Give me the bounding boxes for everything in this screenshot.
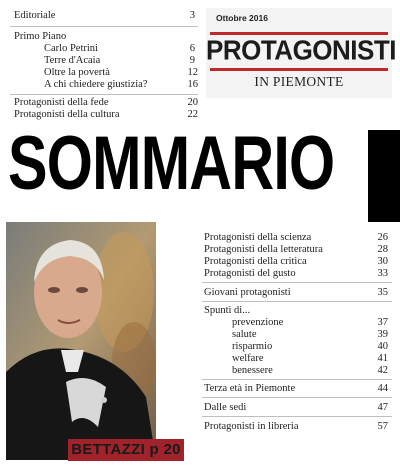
toc-entry-giovani-protagonisti: Giovani protagonisti <box>204 287 291 298</box>
toc-entry-chi-chiedere-giustizia: A chi chiedere giustizia? <box>44 79 148 90</box>
divider <box>202 282 392 283</box>
toc-page-benessere: 42 <box>377 365 388 376</box>
toc-page-dalle-sedi: 47 <box>377 402 388 413</box>
toc-page-protagonisti-scienza: 26 <box>377 232 388 243</box>
toc-page-editoriale: 3 <box>189 10 195 21</box>
toc-page-protagonisti-fede: 20 <box>187 97 198 108</box>
divider <box>10 94 198 95</box>
toc-page-carlo-petrini: 6 <box>189 43 195 54</box>
toc-entry-prevenzione: prevenzione <box>232 317 284 328</box>
issue-date: Ottobre 2016 <box>216 13 268 23</box>
toc-page-welfare: 41 <box>377 353 388 364</box>
toc-entry-terza-eta: Terza età in Piemonte <box>204 383 296 394</box>
toc-entry-benessere: benessere <box>232 365 273 376</box>
toc-page-protagonisti-libreria: 57 <box>377 421 388 432</box>
toc-entry-protagonisti-fede: Protagonisti della fede <box>14 97 109 108</box>
toc-entry-editoriale: Editoriale <box>14 10 56 21</box>
toc-page-giovani-protagonisti: 35 <box>377 287 388 298</box>
toc-page-protagonisti-critica: 30 <box>377 256 388 267</box>
magazine-subtitle: IN PIEMONTE <box>254 74 344 89</box>
toc-entry-protagonisti-gusto: Protagonisti del gusto <box>204 268 296 279</box>
toc-section-primo-piano: Primo Piano <box>14 31 67 42</box>
toc-entry-protagonisti-libreria: Protagonisti in libreria <box>204 421 299 432</box>
magazine-title: PROTAGONISTI <box>206 33 396 67</box>
logo-rule-bottom <box>210 68 388 71</box>
toc-page-protagonisti-gusto: 33 <box>377 268 388 279</box>
toc-entry-salute: salute <box>232 329 257 340</box>
divider <box>202 301 392 302</box>
toc-entry-protagonisti-letteratura: Protagonisti della letteratura <box>204 244 323 255</box>
toc-entry-risparmio: risparmio <box>232 341 273 352</box>
toc-page-terre-acaia: 9 <box>189 55 195 66</box>
toc-page-protagonisti-cultura: 22 <box>187 109 198 120</box>
toc-page-salute: 39 <box>377 329 388 340</box>
toc-page-chi-chiedere-giustizia: 16 <box>187 79 198 90</box>
toc-page-protagonisti-letteratura: 28 <box>377 244 388 255</box>
toc-page-oltre-poverta: 12 <box>187 67 198 78</box>
toc-entry-protagonisti-critica: Protagonisti della critica <box>204 256 307 267</box>
toc-entry-protagonisti-cultura: Protagonisti della cultura <box>14 109 120 120</box>
toc-entry-terre-acaia: Terre d'Acaia <box>44 55 101 66</box>
divider <box>202 416 392 417</box>
toc-page-risparmio: 40 <box>377 341 388 352</box>
toc-entry-dalle-sedi: Dalle sedi <box>204 402 247 413</box>
toc-section-spunti-di: Spunti di... <box>204 305 251 316</box>
toc-entry-carlo-petrini: Carlo Petrini <box>44 43 98 54</box>
toc-entry-welfare: welfare <box>232 353 264 364</box>
portrait-photo <box>6 222 156 460</box>
divider <box>10 26 198 27</box>
toc-entry-protagonisti-scienza: Protagonisti della scienza <box>204 232 312 243</box>
toc-entry-oltre-poverta: Oltre la povertà <box>44 67 110 78</box>
page-title: SOMMARIO <box>8 121 335 206</box>
divider <box>202 379 392 380</box>
decorative-black-tab <box>368 130 400 222</box>
divider <box>202 397 392 398</box>
portrait-illustration <box>6 222 156 460</box>
photo-caption: BETTAZZI p 20 <box>68 439 184 461</box>
magazine-logo <box>206 8 396 98</box>
toc-page-terza-eta: 44 <box>377 383 388 394</box>
toc-page-prevenzione: 37 <box>377 317 388 328</box>
